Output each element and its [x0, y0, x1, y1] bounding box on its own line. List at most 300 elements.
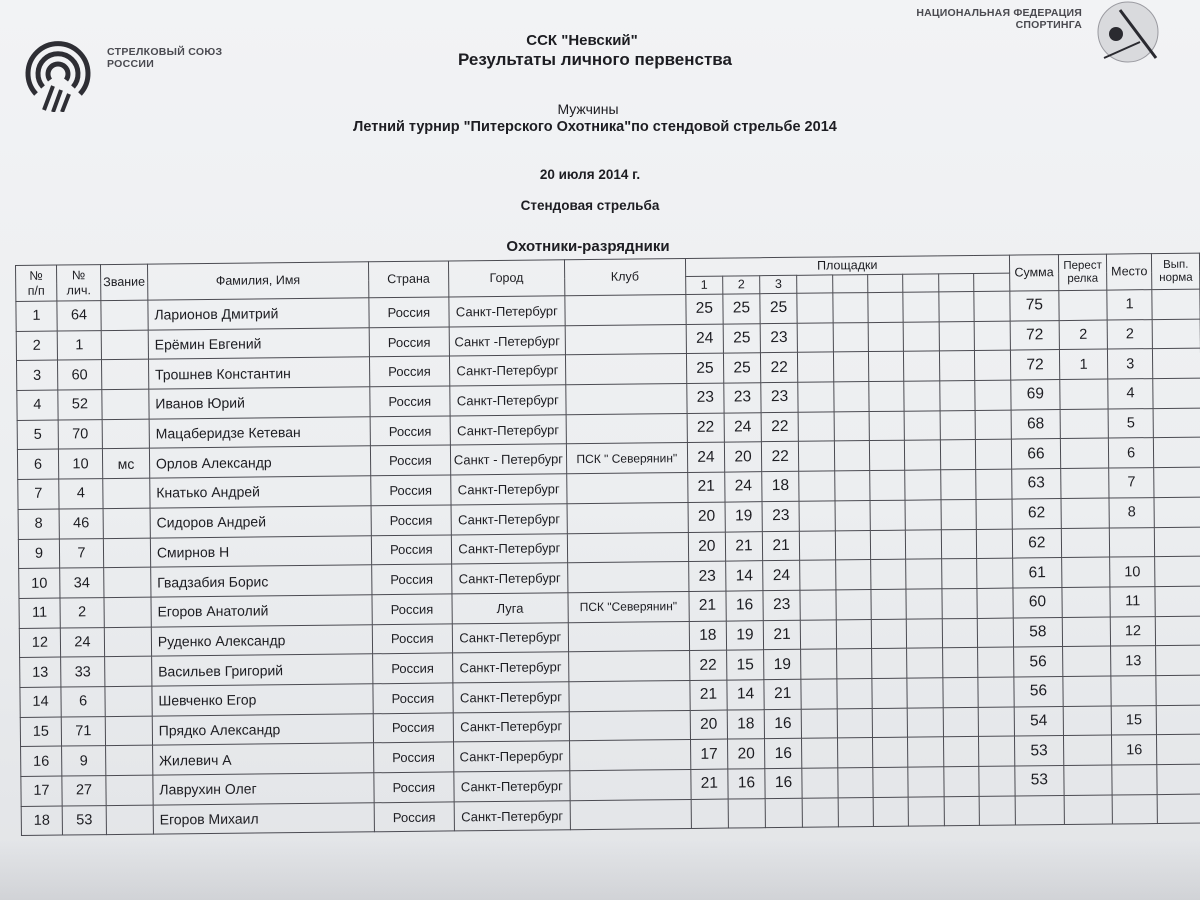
- cell-range-empty: [903, 292, 939, 322]
- cell-range-empty: [798, 382, 834, 412]
- cell-range-empty: [942, 588, 978, 618]
- cell-rank: [103, 538, 150, 568]
- cell-name: Егоров Анатолий: [151, 595, 372, 627]
- cell-rank: [102, 389, 149, 419]
- cell-license: 33: [61, 657, 105, 687]
- cell-range-empty: [801, 649, 837, 679]
- cell-range-empty: [872, 678, 908, 708]
- cell-name: Ларионов Дмитрий: [148, 298, 369, 330]
- cell-range-empty: [798, 352, 834, 382]
- col-range-3: 3: [760, 275, 797, 293]
- cell-range-empty: [904, 351, 940, 381]
- cell-city: Луга: [452, 593, 568, 624]
- cell-place: [1111, 676, 1157, 706]
- cell-range-2: 25: [723, 353, 760, 383]
- cell-range-empty: [798, 412, 834, 442]
- cell-license: 64: [57, 301, 101, 331]
- col-no: № п/п: [16, 265, 57, 301]
- cell-place: 4: [1108, 379, 1154, 409]
- cell-number: 4: [17, 390, 58, 420]
- cell-range-2: 19: [726, 620, 763, 650]
- cell-shootoff: [1060, 379, 1108, 409]
- cell-place: 8: [1109, 497, 1155, 527]
- cell-club: [565, 324, 686, 355]
- cell-range-empty: [979, 736, 1015, 766]
- cell-number: 10: [19, 568, 60, 598]
- cell-license: 10: [58, 449, 102, 479]
- cell-range-3: 21: [764, 679, 801, 709]
- event-date: 20 июля 2014 г.: [539, 167, 641, 182]
- cell-range-empty: [835, 560, 871, 590]
- cell-number: 13: [20, 657, 61, 687]
- cell-norm: [1157, 705, 1200, 735]
- cell-range-empty: [800, 619, 836, 649]
- col-range-empty: [903, 274, 939, 292]
- cell-license: 60: [57, 360, 101, 390]
- cell-shootoff: [1062, 587, 1110, 617]
- cell-range-3: [765, 798, 802, 828]
- cell-number: 1: [16, 301, 57, 331]
- cell-range-empty: [943, 707, 979, 737]
- col-norm: Вып. норма: [1152, 253, 1200, 289]
- cell-range-empty: [977, 618, 1013, 648]
- cell-sum: 66: [1011, 439, 1061, 469]
- cell-shootoff: [1061, 498, 1109, 528]
- cell-norm: [1158, 794, 1200, 824]
- cell-club: [569, 740, 690, 771]
- cell-range-empty: [800, 530, 836, 560]
- col-city: Город: [448, 260, 564, 297]
- cell-range-empty: [799, 501, 835, 531]
- cell-range-empty: [908, 767, 944, 797]
- discipline-label: Стендовая стрельба: [520, 198, 660, 213]
- cell-country: Россия: [372, 653, 453, 684]
- cell-range-empty: [944, 796, 980, 826]
- cell-range-empty: [869, 441, 905, 471]
- cell-range-empty: [872, 708, 908, 738]
- cell-range-empty: [907, 678, 943, 708]
- cell-place: [1112, 794, 1158, 824]
- cell-sum: 72: [1010, 320, 1060, 350]
- cell-range-1: 22: [689, 650, 726, 680]
- union-name: СТРЕЛКОВЫЙ СОЮЗ РОССИИ: [107, 46, 223, 70]
- cell-shootoff: [1064, 735, 1112, 765]
- cell-number: 2: [16, 331, 57, 361]
- category-label: Охотники-разрядники: [506, 238, 670, 255]
- cell-place: 6: [1108, 438, 1154, 468]
- cell-number: 12: [19, 628, 60, 658]
- cell-range-1: 20: [690, 710, 727, 740]
- col-place: Место: [1106, 254, 1152, 290]
- cell-range-empty: [978, 647, 1014, 677]
- cell-city: Санкт-Петербург: [454, 800, 570, 831]
- cell-norm: [1157, 764, 1200, 794]
- cell-sum: 56: [1014, 676, 1064, 706]
- cell-city: Санкт-Петербург: [450, 385, 566, 416]
- cell-range-empty: [868, 322, 904, 352]
- cell-shootoff: [1062, 528, 1110, 558]
- cell-club: ПСК " Северянин": [566, 443, 687, 474]
- col-range-empty: [868, 274, 904, 292]
- cell-license: 46: [59, 508, 103, 538]
- cell-range-empty: [837, 768, 873, 798]
- cell-range-2: 14: [727, 680, 764, 710]
- cell-place: 5: [1108, 408, 1154, 438]
- cell-range-2: 25: [723, 323, 760, 353]
- cell-range-empty: [871, 589, 907, 619]
- cell-range-empty: [940, 381, 976, 411]
- cell-country: Россия: [373, 742, 454, 773]
- cell-shootoff: [1064, 795, 1112, 825]
- cell-number: 17: [21, 776, 62, 806]
- cell-norm: [1154, 438, 1200, 468]
- cell-country: Россия: [371, 505, 452, 536]
- cell-range-empty: [869, 411, 905, 441]
- cell-range-empty: [832, 293, 868, 323]
- cell-number: 6: [17, 449, 58, 479]
- cell-range-2: 24: [724, 412, 761, 442]
- cell-shootoff: [1063, 646, 1111, 676]
- cell-license: 71: [61, 716, 105, 746]
- cell-range-empty: [976, 440, 1012, 470]
- cell-city: Санкт-Петербург: [453, 652, 569, 683]
- cell-range-empty: [974, 321, 1010, 351]
- cell-club: [566, 413, 687, 444]
- document-title: Результаты личного первенства: [458, 50, 732, 69]
- cell-club: [570, 769, 691, 800]
- cell-range-2: 16: [726, 591, 763, 621]
- cell-range-1: 21: [688, 472, 725, 502]
- cell-range-empty: [977, 558, 1013, 588]
- club-title: ССК "Невский": [526, 32, 638, 49]
- cell-place: 1: [1107, 290, 1153, 320]
- cell-range-empty: [941, 559, 977, 589]
- cell-city: Санкт-Петербург: [450, 414, 566, 445]
- cell-range-3: 22: [761, 412, 798, 442]
- cell-city: Санкт-Петербург: [453, 682, 569, 713]
- cell-place: 11: [1110, 586, 1156, 616]
- cell-rank: [104, 597, 151, 627]
- cell-range-1: 22: [687, 413, 724, 443]
- tournament-title: Летний турнир "Питерского Охотника"по стендовой стрельбе 2014: [353, 119, 837, 135]
- cell-range-empty: [797, 323, 833, 353]
- cell-range-1: 25: [686, 353, 723, 383]
- cell-license: 52: [58, 390, 102, 420]
- cell-norm: [1153, 408, 1200, 438]
- cell-range-empty: [978, 707, 1014, 737]
- cell-city: Санкт-Перербург: [454, 741, 570, 772]
- cell-country: Россия: [369, 297, 450, 328]
- cell-number: 18: [21, 806, 62, 836]
- cell-country: Россия: [372, 594, 453, 625]
- cell-range-empty: [833, 352, 869, 382]
- cell-number: 9: [18, 539, 59, 569]
- cell-license: 70: [58, 419, 102, 449]
- col-range-empty: [797, 275, 833, 293]
- cell-shootoff: [1063, 706, 1111, 736]
- cell-range-empty: [838, 797, 874, 827]
- cell-range-empty: [868, 292, 904, 322]
- cell-rank: [102, 359, 149, 389]
- cell-rank: [106, 745, 153, 775]
- cell-shootoff: [1059, 290, 1107, 320]
- group-label: Мужчины: [557, 101, 619, 117]
- cell-range-1: 21: [691, 769, 728, 799]
- cell-range-empty: [943, 737, 979, 767]
- cell-shootoff: [1062, 557, 1110, 587]
- cell-club: [567, 532, 688, 563]
- cell-range-1: 20: [688, 532, 725, 562]
- cell-range-1: 18: [689, 621, 726, 651]
- cell-name: Егоров Михаил: [153, 802, 374, 834]
- cell-number: 5: [17, 420, 58, 450]
- cell-range-empty: [976, 469, 1012, 499]
- cell-country: Россия: [369, 327, 450, 358]
- cell-place: [1109, 527, 1155, 557]
- cell-club: [568, 651, 689, 682]
- cell-range-3: 23: [763, 590, 800, 620]
- cell-range-empty: [975, 380, 1011, 410]
- cell-name: Васильев Григорий: [151, 654, 372, 686]
- cell-range-empty: [869, 381, 905, 411]
- federation-name: НАЦИОНАЛЬНАЯ ФЕДЕРАЦИЯ СПОРТИНГА: [916, 7, 1082, 31]
- cell-range-empty: [836, 589, 872, 619]
- cell-range-empty: [870, 470, 906, 500]
- cell-range-empty: [906, 529, 942, 559]
- cell-norm: [1155, 556, 1200, 586]
- cell-license: 24: [60, 627, 104, 657]
- cell-range-empty: [836, 649, 872, 679]
- cell-range-empty: [802, 738, 838, 768]
- cell-number: 14: [20, 687, 61, 717]
- cell-sum: 53: [1014, 736, 1064, 766]
- cell-name: Мацаберидзе Кетеван: [149, 417, 370, 449]
- cell-sum: 72: [1010, 350, 1060, 380]
- cell-country: Россия: [371, 534, 452, 565]
- cell-range-empty: [868, 352, 904, 382]
- cell-rank: [101, 330, 148, 360]
- cell-range-2: 18: [727, 709, 764, 739]
- cell-shootoff: 2: [1059, 320, 1107, 350]
- cell-range-empty: [978, 677, 1014, 707]
- cell-sum: 68: [1011, 409, 1061, 439]
- cell-range-3: 18: [762, 471, 799, 501]
- col-range-empty: [974, 273, 1010, 291]
- cell-range-empty: [979, 766, 1015, 796]
- cell-city: Санкт-Петербург: [452, 563, 568, 594]
- cell-norm: [1153, 348, 1200, 378]
- cell-range-empty: [802, 798, 838, 828]
- cell-range-1: 25: [686, 294, 723, 324]
- cell-country: Россия: [370, 475, 451, 506]
- cell-norm: [1156, 675, 1200, 705]
- cell-club: [568, 621, 689, 652]
- cell-city: Санкт-Петербург: [451, 474, 567, 505]
- cell-country: Россия: [373, 683, 454, 714]
- cell-club: [565, 354, 686, 385]
- cell-sum: 62: [1012, 528, 1062, 558]
- cell-range-empty: [833, 382, 869, 412]
- cell-sum: 53: [1014, 766, 1064, 796]
- cell-range-empty: [908, 707, 944, 737]
- cell-license: 53: [62, 805, 106, 835]
- cell-club: [565, 294, 686, 325]
- cell-name: Орлов Александр: [149, 446, 370, 478]
- cell-country: Россия: [369, 386, 450, 417]
- cell-range-empty: [802, 768, 838, 798]
- col-club: Клуб: [564, 258, 685, 295]
- cell-range-3: 23: [761, 382, 798, 412]
- cell-range-2: 20: [724, 442, 761, 472]
- cell-range-empty: [941, 470, 977, 500]
- cell-rank: [103, 508, 150, 538]
- cell-sum: [1015, 795, 1065, 825]
- cell-range-empty: [941, 529, 977, 559]
- cell-license: 4: [59, 479, 103, 509]
- cell-license: 2: [60, 597, 104, 627]
- cell-range-empty: [837, 738, 873, 768]
- cell-range-1: 24: [687, 443, 724, 473]
- cell-norm: [1152, 289, 1200, 319]
- cell-sum: 75: [1009, 291, 1059, 321]
- cell-name: Прядко Александр: [152, 713, 373, 745]
- cell-country: Россия: [372, 624, 453, 655]
- cell-rank: [102, 419, 149, 449]
- cell-range-empty: [974, 291, 1010, 321]
- cell-name: Гвадзабия Борис: [151, 565, 372, 597]
- cell-place: 15: [1111, 705, 1157, 735]
- cell-name: Смирнов Н: [150, 535, 371, 567]
- cell-range-empty: [975, 350, 1011, 380]
- cell-range-empty: [904, 381, 940, 411]
- cell-name: Ерёмин Евгений: [148, 327, 369, 359]
- cell-range-empty: [836, 678, 872, 708]
- cell-range-empty: [979, 796, 1015, 826]
- cell-norm: [1153, 319, 1200, 349]
- cell-rank: мс: [102, 449, 149, 479]
- cell-range-empty: [905, 470, 941, 500]
- cell-norm: [1154, 497, 1200, 527]
- cell-range-empty: [834, 441, 870, 471]
- cell-range-empty: [873, 737, 909, 767]
- cell-range-empty: [833, 322, 869, 352]
- cell-range-empty: [905, 440, 941, 470]
- cell-club: [570, 799, 691, 830]
- cell-place: 12: [1110, 616, 1156, 646]
- cell-range-empty: [870, 500, 906, 530]
- cell-range-3: 19: [764, 650, 801, 680]
- cell-shootoff: [1060, 409, 1108, 439]
- cell-range-2: 21: [725, 531, 762, 561]
- cell-range-2: 24: [725, 472, 762, 502]
- cell-country: Россия: [370, 416, 451, 447]
- cell-range-empty: [940, 410, 976, 440]
- cell-place: [1112, 765, 1158, 795]
- cell-range-empty: [836, 619, 872, 649]
- cell-country: Россия: [371, 564, 452, 595]
- cell-range-empty: [834, 411, 870, 441]
- cell-range-empty: [941, 499, 977, 529]
- cell-range-2: [728, 798, 765, 828]
- col-range-2: 2: [723, 276, 760, 294]
- cell-norm: [1157, 734, 1200, 764]
- cell-city: Санкт -Петербург: [449, 325, 565, 356]
- cell-club: [566, 384, 687, 415]
- cell-shootoff: [1063, 676, 1111, 706]
- cell-range-3: 23: [762, 501, 799, 531]
- cell-shootoff: [1064, 765, 1112, 795]
- cell-norm: [1155, 586, 1200, 616]
- cell-name: Иванов Юрий: [149, 387, 370, 419]
- cell-range-3: 22: [761, 353, 798, 383]
- cell-sum: 58: [1013, 617, 1063, 647]
- cell-country: Россия: [373, 713, 454, 744]
- cell-club: [567, 502, 688, 533]
- cell-place: 10: [1109, 557, 1155, 587]
- cell-range-empty: [800, 560, 836, 590]
- cell-number: 16: [21, 746, 62, 776]
- cell-range-empty: [873, 767, 909, 797]
- cell-place: 2: [1107, 319, 1153, 349]
- cell-license: 1: [57, 330, 101, 360]
- cell-range-empty: [976, 499, 1012, 529]
- cell-country: Россия: [374, 802, 455, 833]
- table-header-row: [16, 253, 1200, 283]
- cell-range-2: 25: [723, 294, 760, 324]
- col-range-empty: [938, 273, 974, 291]
- cell-range-empty: [837, 708, 873, 738]
- cell-club: [567, 562, 688, 593]
- cell-range-2: 23: [724, 383, 761, 413]
- cell-range-3: 24: [763, 560, 800, 590]
- cell-sum: 60: [1013, 587, 1063, 617]
- cell-sum: 62: [1012, 498, 1062, 528]
- cell-name: Руденко Александр: [151, 624, 372, 656]
- cell-range-empty: [871, 559, 907, 589]
- cell-name: Кнатько Андрей: [150, 476, 371, 508]
- cell-number: 11: [19, 598, 60, 628]
- cell-country: Россия: [369, 356, 450, 387]
- cell-range-1: 17: [690, 739, 727, 769]
- cell-norm: [1156, 645, 1200, 675]
- cell-name: Лаврухин Олег: [153, 773, 374, 805]
- cell-range-empty: [942, 648, 978, 678]
- cell-range-empty: [835, 530, 871, 560]
- cell-range-empty: [907, 618, 943, 648]
- cell-range-empty: [799, 471, 835, 501]
- cell-range-1: [691, 799, 728, 829]
- cell-range-empty: [906, 559, 942, 589]
- cell-range-empty: [942, 618, 978, 648]
- cell-city: Санкт-Петербург: [453, 711, 569, 742]
- cell-sum: 69: [1010, 380, 1060, 410]
- cell-range-empty: [834, 471, 870, 501]
- cell-range-empty: [975, 410, 1011, 440]
- cell-city: Санкт-Петербург: [449, 296, 565, 327]
- col-sum: Сумма: [1009, 255, 1059, 292]
- cell-shootoff: [1062, 617, 1110, 647]
- cell-rank: [101, 300, 148, 330]
- cell-range-1: 20: [688, 502, 725, 532]
- cell-range-empty: [908, 737, 944, 767]
- cell-norm: [1154, 467, 1200, 497]
- cell-rank: [105, 656, 152, 686]
- cell-club: [569, 680, 690, 711]
- cell-sum: 61: [1012, 558, 1062, 588]
- cell-number: 8: [18, 509, 59, 539]
- cell-shootoff: [1061, 468, 1109, 498]
- col-name: Фамилия, Имя: [147, 262, 368, 300]
